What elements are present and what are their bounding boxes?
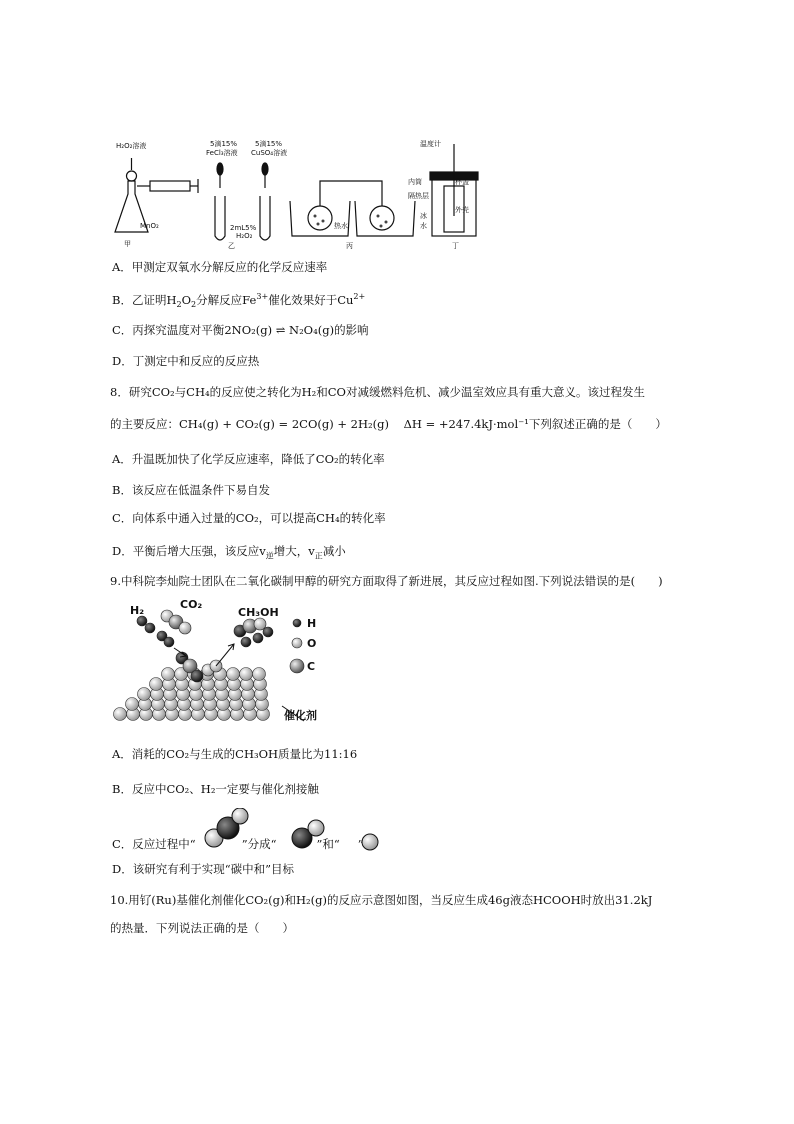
label-ice-1: 冰 bbox=[420, 212, 427, 220]
q9-option-c: C．反应过程中“ ”分成“ ”和“ ” bbox=[112, 837, 364, 851]
q8-stem-line1: 8．研究CO₂与CH₄的反应使之转化为H₂和CO对减缓燃料危机、减少温室效应具有重大意义。该过程发生 bbox=[110, 385, 645, 399]
label-cuso4-2: CuSO₄溶液 bbox=[251, 149, 288, 157]
label-insulation: 隔热层 bbox=[408, 192, 429, 200]
q9-option-b: B．反应中CO₂、H₂一定要与催化剂接触 bbox=[112, 782, 319, 796]
label-co2: CO₂ bbox=[180, 598, 203, 611]
label-ding: 丁 bbox=[452, 242, 459, 250]
catalyst-atom bbox=[253, 668, 266, 681]
label-fecl3-1: 5滴15% bbox=[210, 140, 238, 148]
catalyst-atom bbox=[240, 668, 253, 681]
label-thermometer: 温度计 bbox=[420, 140, 441, 148]
label-cuso4-1: 5滴15% bbox=[255, 140, 283, 148]
q8-stem-line2: 的主要反应：CH₄(g) + CO₂(g) = 2CO(g) + 2H₂(g) ΔH = +247.4kJ·mol⁻¹下列叙述正确的是（ ） bbox=[110, 417, 667, 431]
catalyst-atom bbox=[114, 708, 127, 721]
q9-option-a: A．消耗的CO₂与生成的CH₃OH质量比为11:16 bbox=[112, 747, 358, 761]
legend-h: H bbox=[307, 617, 317, 630]
q9-stem: 9.中科院李灿院士团队在二氧化碳制甲醇的研究方面取得了新进展，其反应过程如图.下列说法错误的是( ) bbox=[110, 574, 663, 588]
q8-option-a: A．升温既加快了化学反应速率，降低了CO₂的转化率 bbox=[112, 452, 385, 466]
label-ice-2: 水 bbox=[420, 222, 427, 230]
label-inner: 内筒 bbox=[408, 178, 422, 186]
label-ch3oh: CH₃OH bbox=[238, 606, 279, 619]
label-bing: 丙 bbox=[346, 242, 353, 250]
label-mno2: MnO₂ bbox=[140, 222, 159, 230]
q10-stem-line2: 的热量．下列说法正确的是（ ） bbox=[110, 921, 294, 935]
q7-option-a: A．甲测定双氧水分解反应的化学反应速率 bbox=[112, 260, 328, 274]
label-tube-2: H₂O₂ bbox=[236, 232, 253, 240]
q8-option-d: D．平衡后增大压强，该反应$v_逆$增大，$v_正$减小 bbox=[112, 544, 346, 561]
q9-catalyst-figure bbox=[112, 596, 342, 724]
q8-option-b: B．该反应在低温条件下易自发 bbox=[112, 483, 270, 497]
label-h2o2: H₂O₂溶液 bbox=[116, 142, 147, 150]
label-tube-1: 2mL5% bbox=[230, 224, 257, 232]
label-shell: 外壳 bbox=[455, 206, 469, 214]
legend-o: O bbox=[307, 637, 317, 650]
label-lid: 杯盖 bbox=[455, 178, 469, 186]
label-catalyst: 催化剂 bbox=[284, 709, 317, 722]
q7-apparatus-figure bbox=[110, 136, 480, 254]
q10-stem-line1: 10.用钌(Ru)基催化剂催化CO₂(g)和H₂(g)的反应示意图如图，当反应生成46g液态HCOOH时放出31.2kJ bbox=[110, 893, 653, 907]
catalyst-atom bbox=[150, 678, 163, 691]
q7-option-b: B．乙证明$H_2O_2$分解反应$Fe^{3+}$催化效果好于$Cu^{2+}$ bbox=[112, 292, 366, 310]
q8-option-c: C．向体系中通入过量的CO₂，可以提高CH₄的转化率 bbox=[112, 511, 386, 525]
catalyst-atom bbox=[227, 668, 240, 681]
catalyst-atom bbox=[138, 688, 151, 701]
label-yi: 乙 bbox=[228, 242, 235, 250]
legend-c: C bbox=[307, 660, 316, 673]
catalyst-atom bbox=[162, 668, 175, 681]
catalyst-atom bbox=[126, 698, 139, 711]
label-hot-water: 热水 bbox=[334, 222, 348, 230]
label-fecl3-2: FeCl₃溶液 bbox=[206, 149, 238, 157]
label-jia: 甲 bbox=[124, 240, 131, 248]
label-h2: H₂ bbox=[130, 604, 145, 617]
q7-option-d: D．丁测定中和反应的反应热 bbox=[112, 354, 260, 368]
q9-option-d: D．该研究有利于实现“碳中和”目标 bbox=[112, 862, 294, 876]
q7-option-c: C．丙探究温度对平衡2NO₂(g) ⇌ N₂O₄(g)的影响 bbox=[112, 323, 369, 337]
